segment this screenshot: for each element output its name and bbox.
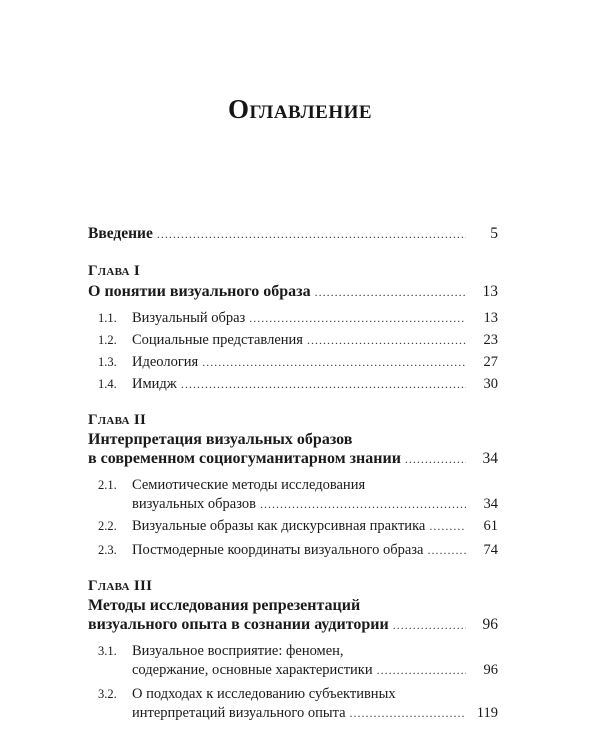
toc-section-2-2[interactable] xyxy=(98,518,498,535)
toc-entry-page: 119 xyxy=(476,705,498,721)
toc-section-2-3[interactable] xyxy=(98,542,498,559)
leader-dots xyxy=(429,519,466,534)
leader-dots xyxy=(202,355,466,370)
toc-entry-label: Введение xyxy=(88,225,153,242)
section-number: 1.3. xyxy=(98,355,117,369)
section-label: Визуальные образы как дискурсивная практика xyxy=(132,518,426,534)
toc-entry-page: 23 xyxy=(483,332,498,348)
section-number: 1.2. xyxy=(98,333,117,347)
section-number: 2.2. xyxy=(98,519,117,533)
section-label: визуальных образов xyxy=(132,496,256,512)
chapter-heading: Глава III xyxy=(88,578,153,594)
toc-entry-page: 13 xyxy=(482,283,498,300)
toc-section-1-4[interactable] xyxy=(98,376,498,393)
leader-dots xyxy=(315,285,466,300)
chapter-heading: Глава I xyxy=(88,263,140,279)
toc-section-3-2[interactable] xyxy=(132,705,498,722)
section-label: Постмодерные координаты визуального образа xyxy=(132,542,424,558)
section-number: 3.1. xyxy=(98,644,117,658)
section-label: Имидж xyxy=(132,376,177,392)
toc-entry-page: 96 xyxy=(483,662,498,678)
leader-dots xyxy=(377,663,466,678)
leader-dots xyxy=(181,377,466,392)
toc-entry-page: 5 xyxy=(490,225,498,242)
toc-entry-page: 13 xyxy=(483,310,498,326)
chapter-title-line: Интерпретация визуальных образов xyxy=(88,431,353,448)
toc-entry-intro[interactable] xyxy=(88,225,498,243)
section-number: 1.4. xyxy=(98,377,117,391)
toc-entry-chapter1[interactable] xyxy=(88,283,498,301)
toc-entry-page: 61 xyxy=(483,518,498,534)
section-label: Визуальный образ xyxy=(132,310,246,326)
chapter-title-line: визуального опыта в сознании аудитории xyxy=(88,616,389,633)
section-first-line xyxy=(98,643,344,660)
toc-section-1-3[interactable] xyxy=(98,354,498,371)
toc-entry-page: 96 xyxy=(482,616,498,633)
leader-dots xyxy=(157,227,466,242)
section-number: 2.1. xyxy=(98,478,117,492)
toc-section-3-1[interactable] xyxy=(132,662,498,679)
page-title: Оглавление xyxy=(227,94,373,124)
leader-dots xyxy=(405,452,466,467)
toc-entry-page: 27 xyxy=(483,354,498,370)
section-number: 3.2. xyxy=(98,687,117,701)
leader-dots xyxy=(427,543,466,558)
toc-entry-page: 34 xyxy=(483,496,498,512)
section-label: Идеология xyxy=(132,354,199,370)
section-label: интерпретаций визуального опыта xyxy=(132,705,346,721)
toc-entry-chapter3[interactable] xyxy=(88,616,498,634)
toc-entry-page: 74 xyxy=(483,542,498,558)
section-label: содержание, основные характеристики xyxy=(132,662,373,678)
section-number: 2.3. xyxy=(98,543,117,557)
section-label: О подходах к исследованию субъективных xyxy=(132,686,396,702)
toc-section-1-2[interactable] xyxy=(98,332,498,349)
toc-entry-page: 34 xyxy=(482,450,498,467)
section-label: Семиотические методы исследования xyxy=(132,477,366,493)
leader-dots xyxy=(260,497,466,512)
leader-dots xyxy=(350,706,466,721)
toc-section-1-1[interactable] xyxy=(98,310,498,327)
toc-section-2-1[interactable] xyxy=(132,496,498,513)
toc-entry-page: 30 xyxy=(483,376,498,392)
toc-entry-chapter2[interactable] xyxy=(88,450,498,468)
section-first-line xyxy=(98,686,396,703)
section-number: 1.1. xyxy=(98,311,117,325)
chapter-title-line: в современном социогуманитарном знании xyxy=(88,450,401,467)
leader-dots xyxy=(307,333,466,348)
section-first-line xyxy=(98,477,365,494)
leader-dots xyxy=(393,618,466,633)
section-label: Социальные представления xyxy=(132,332,303,348)
chapter-heading: Глава II xyxy=(88,412,147,428)
chapter-title: О понятии визуального образа xyxy=(88,283,311,300)
leader-dots xyxy=(249,311,466,326)
section-label: Визуальное восприятие: феномен, xyxy=(132,643,344,659)
chapter-title-line: Методы исследования репрезентаций xyxy=(88,597,361,614)
